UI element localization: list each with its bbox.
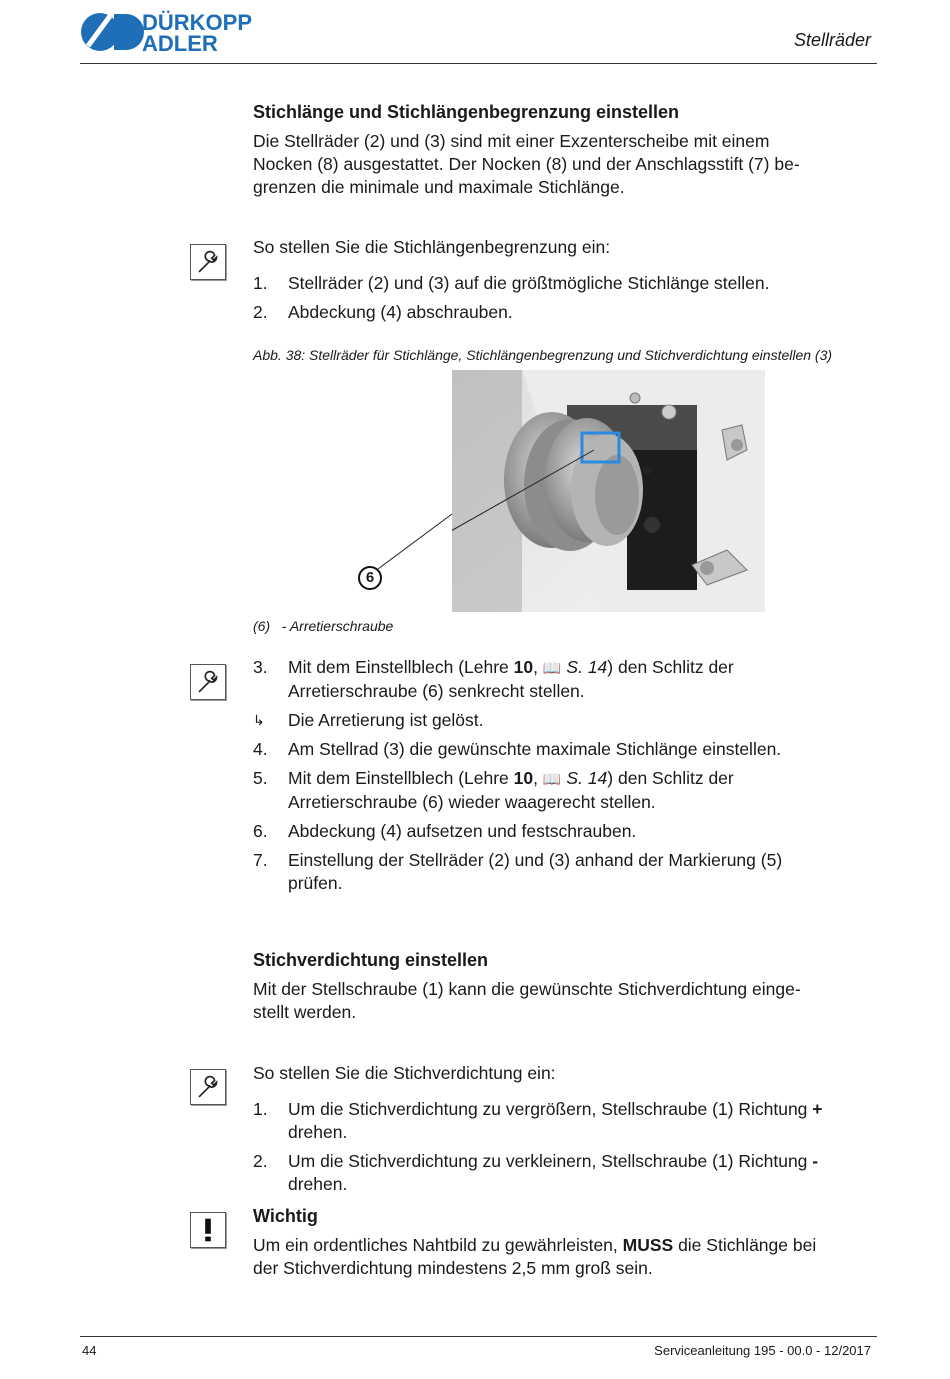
important-heading: Wichtig	[253, 1206, 318, 1226]
important-note	[253, 1206, 873, 1280]
intro-paragraph	[253, 978, 873, 1024]
instruction-lead: So stellen Sie die Stichlängenbegrenzung ein:	[253, 237, 611, 257]
warning-icon	[190, 1212, 226, 1248]
document-reference: Serviceanleitung 195 - 00.0 - 12/2017	[654, 1343, 871, 1358]
figure-caption: Abb. 38: Stellräder für Stichlänge, Stichlängenbegrenzung und Stichverdichtung einstellen (3)	[253, 347, 833, 363]
list-item: 1. Stellräder (2) und (3) auf die größtmögliche Stichlänge stellen.	[253, 273, 770, 293]
brand-line-1: DÜRKOPP	[142, 10, 253, 35]
list-item: 5. Mit dem Einstellblech (Lehre 10, 📖 S. 14) den Schlitz der Arretierschraube (6) wieder waagerecht stellen.	[253, 768, 734, 812]
section-stichverdichtung	[253, 950, 873, 1024]
list-item: 7. Einstellung der Stellräder (2) und (3) anhand der Markierung (5) prüfen.	[253, 850, 783, 893]
book-icon: 📖	[542, 660, 562, 677]
list-item: 6. Abdeckung (4) aufsetzen und festschrauben.	[253, 821, 637, 841]
list-item: 1. Um die Stichverdichtung zu vergrößern, Stellschraube (1) Richtung + drehen.	[253, 1099, 823, 1142]
important-text: Um ein ordentliches Nahtbild zu gewährleisten, MUSS die Stichlänge bei der Stichverdichtung mindestens 2,5 mm groß sein.	[253, 1235, 817, 1278]
step-list-b	[253, 656, 873, 895]
legend-text: - Arretierschraube	[281, 618, 394, 634]
figure-legend	[253, 618, 873, 634]
list-item: ↳ Die Arretierung ist gelöst.	[253, 710, 484, 730]
brand-line-2: ADLER	[142, 31, 218, 54]
instructions-c	[253, 1062, 873, 1202]
wrench-icon	[190, 664, 226, 700]
list-item: 4. Am Stellrad (3) die gewünschte maximale Stichlänge einstellen.	[253, 739, 782, 759]
intro-line: grenzen die minimale und maximale Stichlänge.	[253, 177, 625, 197]
intro-line: stellt werden.	[253, 1002, 357, 1022]
intro-line: Nocken (8) ausgestattet. Der Nocken (8) und der Anschlagsstift (7) be-	[253, 154, 800, 174]
section-heading: Stichverdichtung einstellen	[253, 950, 489, 970]
intro-line: Die Stellräder (2) und (3) sind mit einer Exzenterscheibe mit einem	[253, 131, 770, 151]
book-icon: 📖	[542, 771, 562, 788]
page-number: 44	[82, 1343, 97, 1358]
wrench-icon	[190, 1069, 226, 1105]
list-item: 2. Abdeckung (4) abschrauben.	[253, 302, 513, 322]
list-item: 2. Um die Stichverdichtung zu verkleinern, Stellschraube (1) Richtung - drehen.	[253, 1151, 819, 1194]
section-title: Stellräder	[793, 30, 871, 50]
section-heading: Stichlänge und Stichlängenbegrenzung einstellen	[253, 102, 680, 122]
intro-line: Mit der Stellschraube (1) kann die gewünschte Stichverdichtung einge-	[253, 979, 801, 999]
step-list-c	[253, 1098, 873, 1196]
instructions-b	[253, 656, 873, 901]
list-item: 3. Mit dem Einstellblech (Lehre 10, 📖 S. 14) den Schlitz der Arretierschraube (6) senkrecht stellen.	[253, 657, 734, 701]
callout-marker: 6	[358, 566, 382, 590]
instruction-lead: So stellen Sie die Stichverdichtung ein:	[253, 1063, 556, 1083]
result-arrow-icon: ↳	[253, 712, 265, 728]
page-footer	[80, 1336, 877, 1358]
legend-number: (6)	[253, 618, 271, 634]
